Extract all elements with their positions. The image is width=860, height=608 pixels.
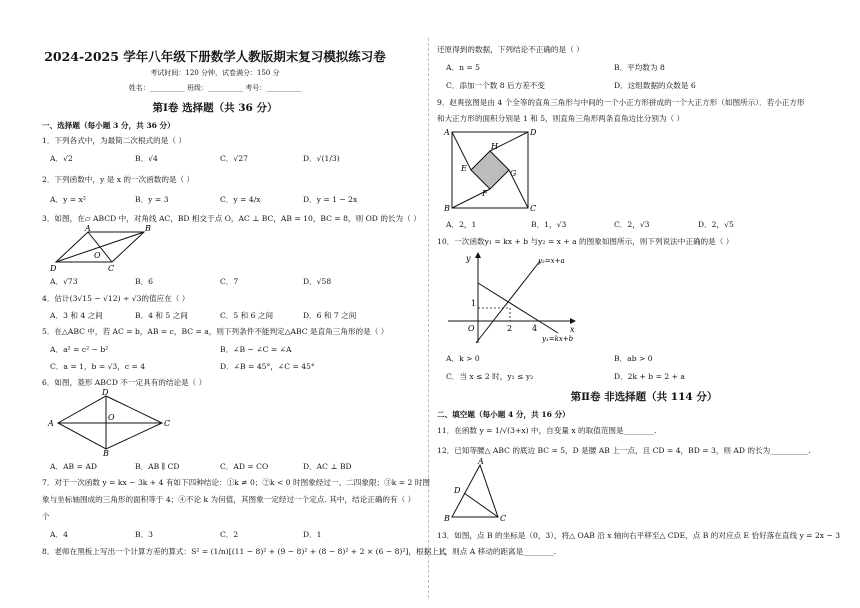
q4-stem: 4．估计(3√15 − √12) ÷ √3的值应在（ ） xyxy=(42,294,190,303)
q10-origin-label: O xyxy=(468,324,475,333)
q13-line2: 上，则点 A 移动的距离是________. xyxy=(437,547,557,556)
q12-label-b: B xyxy=(444,514,450,523)
q9-line2: 和大正方形的面积分别是 1 和 5，则直角三角形两条直角边比分别为（ ） xyxy=(437,114,685,123)
q9-label-g: G xyxy=(510,169,517,178)
q12-label-c: C xyxy=(500,514,507,523)
q3-stem: 3．如图，在▱ ABCD 中，对角线 AC，BD 相交于点 O，AC ⊥ BC，AB = 10，BC = 8，则 OD 的长为（ ） xyxy=(42,214,421,223)
isosceles-triangle-figure xyxy=(442,457,512,523)
q10-option-d: D．2k + b = 2 + a xyxy=(614,372,685,381)
q1-option-a: A．√2 xyxy=(50,154,73,163)
q7-line3: 个 xyxy=(42,512,50,521)
q9-label-e: E xyxy=(461,164,467,173)
q9-option-b: B．1，√3 xyxy=(531,220,567,229)
q6-label-o: O xyxy=(108,413,115,422)
q2-option-c: C．y = 4/x xyxy=(220,195,261,204)
q3-label-d: D xyxy=(50,264,57,273)
q5-stem: 5．在△ABC 中，若 AC = b，AB = c，BC = a，则下列条件不能判定△ABC 是直角三角形的是（ ） xyxy=(42,327,389,336)
q13-line1: 13．如图，点 B 的坐标是（0，3），将△ OAB 沿 x 轴向右平移至△ CDE，点 B 的对应点 E 恰好落在直线 y = 2x − 3 xyxy=(437,531,841,540)
q9-option-a: A．2，1 xyxy=(446,220,477,229)
q10-line-y1-label: y₁=kx+b xyxy=(542,335,574,343)
q10-y-axis-label: y xyxy=(466,254,471,263)
q9-label-c: C xyxy=(530,204,537,212)
q9-option-d: D．2，√5 xyxy=(698,220,734,229)
q12-label-a: A xyxy=(478,457,484,466)
section2-title: 二、填空题（每小题 4 分，共 16 分） xyxy=(437,410,570,419)
q10-option-a: A．k > 0 xyxy=(446,354,480,363)
q1-option-c: C．√27 xyxy=(220,154,248,163)
q7-option-b: B．3 xyxy=(135,530,154,539)
q12-stem: 12．已知等腰△ ABC 的底边 BC = 5，D 是腰 AB 上一点，且 CD = 4，BD = 3，则 AD 的长为__________. xyxy=(437,446,811,455)
q8-line1: 8．老师在黑板上写出一个计算方差的算式：S² = (1/n)[(11 − 8)² + (9 − 8)² + (8 − 8)² + 2 × (6 − 8)²]，根据上式 xyxy=(42,547,447,556)
q10-x-axis-label: x xyxy=(570,325,575,334)
q1-stem: 1．下列各式中，为最简二次根式的是（ ） xyxy=(42,136,186,145)
q8-option-b: B．平均数为 8 xyxy=(614,63,665,72)
q8-option-c: C．添加一个数 8 后方差不变 xyxy=(446,81,545,90)
q6-stem: 6．如图，菱形 ABCD 不一定具有的结论是（ ） xyxy=(42,378,207,387)
q6-label-d: D xyxy=(102,389,109,397)
q10-tick-1: 1 xyxy=(471,299,477,308)
q2-option-d: D．y = 1 − 2x xyxy=(303,195,358,204)
exam-info: 考试时间：120 分钟，试卷满分：150 分 xyxy=(150,69,280,77)
q4-option-c: C．5 和 6 之间 xyxy=(220,311,274,320)
q9-label-h: H xyxy=(491,142,498,151)
q8-option-a: A．n = 5 xyxy=(446,63,480,72)
q5-option-a: A．a² = c² − b² xyxy=(50,345,109,354)
q6-label-c: C xyxy=(164,419,171,428)
q10-line-y2-label: y₂=x+a xyxy=(538,257,565,265)
name-class-id-line: 姓名：__________ 班级：__________ 考号：__________ xyxy=(128,84,302,92)
parallelogram-figure xyxy=(48,222,158,274)
q1-option-b: B．√4 xyxy=(135,154,158,163)
q7-option-a: A．4 xyxy=(50,530,68,539)
q3-option-a: A．√73 xyxy=(50,277,78,286)
exam-title: 2024-2025 学年八年级下册数学人教版期末复习模拟练习卷 xyxy=(44,49,386,64)
q7-line2: 象与坐标轴围成的三角形的面积等于 4；④不论 k 为何值，其图象一定经过一个定点. 其中，结论正确的有（ ） xyxy=(42,495,416,504)
q9-label-d: D xyxy=(530,128,537,137)
q6-label-b: B xyxy=(103,449,109,457)
q9-line1: 9．赵爽弦图是由 4 个全等的直角三角形与中间的一个小正方形拼成的一个大正方形（如图所示）．若小正方形 xyxy=(437,98,805,107)
q3-label-a: A xyxy=(85,224,91,233)
q3-option-c: C．7 xyxy=(220,277,239,286)
q4-option-d: D．6 和 7 之间 xyxy=(303,311,357,320)
zhao-shuang-diagram xyxy=(442,124,542,212)
q1-option-d: D．√(1/3) xyxy=(303,154,340,163)
q12-label-d: D xyxy=(454,486,461,495)
q6-option-a: A．AB = AD xyxy=(50,462,97,471)
q8-line2: 还原得到的数据，下列结论不正确的是（ ） xyxy=(437,45,584,54)
q4-option-a: A．3 和 4 之间 xyxy=(50,311,103,320)
q7-option-d: D．1 xyxy=(303,530,322,539)
q5-option-c: C．a = 1，b = √3，c = 4 xyxy=(50,362,146,371)
q8-option-d: D．这组数据的众数是 6 xyxy=(614,81,696,90)
q6-option-b: B．AB ∥ CD xyxy=(135,462,180,471)
q3-label-b: B xyxy=(145,224,151,233)
q9-label-b: B xyxy=(444,204,450,212)
part2-title: 第Ⅱ卷 非选择题（共 114 分） xyxy=(570,391,718,403)
q10-option-b: B．ab > 0 xyxy=(614,354,653,363)
q10-stem: 10．一次函数y₁ = kx + b 与y₂ = x + a 的图象如图所示，则下列说法中正确的是（ ） xyxy=(437,237,734,246)
q3-option-d: D．√58 xyxy=(303,277,332,286)
q9-label-f: F xyxy=(482,189,488,198)
part1-title: 第Ⅰ卷 选择题（共 36 分） xyxy=(152,102,278,114)
q5-option-d: D．∠B = 45°，∠C = 45° xyxy=(220,362,315,371)
q7-line1: 7．对于一次函数 y = kx − 3k + 4 有如下四种结论：①k ≠ 0；②k < 0 时图象经过一、二四象限；③k = 2 时图 xyxy=(42,478,430,487)
q9-option-c: C．2，√3 xyxy=(614,220,650,229)
q2-stem: 2．下列函数中，y 是 x 的一次函数的是（ ） xyxy=(42,175,195,184)
q2-option-b: B．y = 3 xyxy=(135,195,169,204)
q10-option-c: C．当 x ≤ 2 时，y₁ ≤ y₂ xyxy=(446,372,534,381)
q9-label-a: A xyxy=(444,128,450,137)
q7-option-c: C．2 xyxy=(220,530,239,539)
q6-option-d: D．AC ⊥ BD xyxy=(303,462,352,471)
q11-stem: 11．在函数 y = 1/√(3+x) 中，自变量 x 的取值范围是________. xyxy=(437,426,657,435)
q6-label-a: A xyxy=(48,419,54,428)
q10-tick-2: 2 xyxy=(507,324,513,333)
q3-label-c: C xyxy=(108,264,115,273)
column-divider xyxy=(428,38,429,598)
linear-functions-graph xyxy=(442,247,582,345)
q5-option-b: B．∠B − ∠C = ∠A xyxy=(220,345,292,354)
q4-option-b: B．4 和 5 之间 xyxy=(135,311,188,320)
q2-option-a: A．y = x² xyxy=(50,195,86,204)
q3-option-b: B．6 xyxy=(135,277,154,286)
q3-label-o: O xyxy=(94,251,101,260)
q10-tick-4: 4 xyxy=(532,324,538,333)
section1-title: 一、选择题（每小题 3 分，共 36 分） xyxy=(42,121,175,130)
rhombus-figure xyxy=(44,389,174,457)
q6-option-c: C．AD = CO xyxy=(220,462,269,471)
